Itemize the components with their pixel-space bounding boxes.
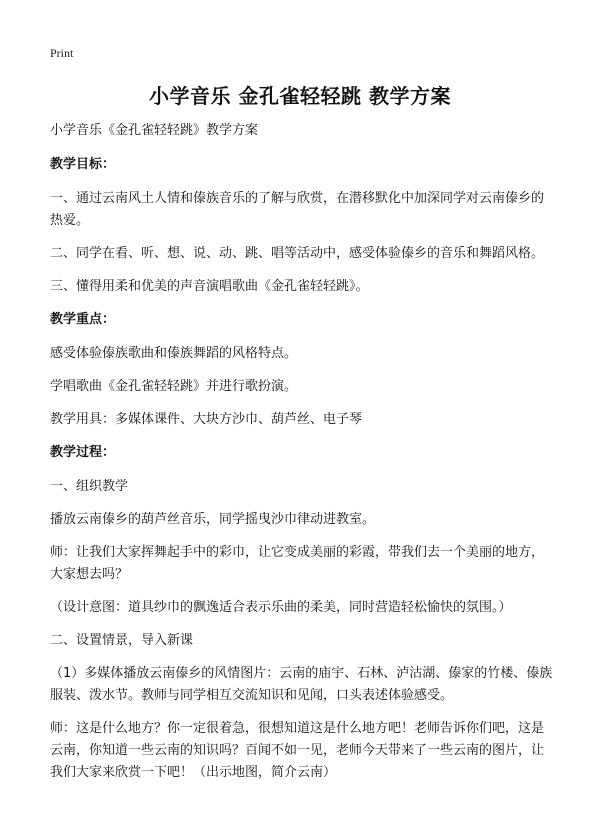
process-item: 师：让我们大家挥舞起手中的彩巾，让它变成美丽的彩霞，带我们去一个美丽的地方，大家想去吗？ xyxy=(50,545,545,582)
document-subtitle: 小学音乐《金孔雀轻轻跳》教学方案 xyxy=(50,123,259,138)
objective-item: 二、同学在看、听、想、说、动、跳、唱等活动中，感受体验傣乡的音乐和舞蹈风格。 xyxy=(50,246,545,261)
process-item: 师：这是什么地方？你一定很着急，很想知道这是什么地方吧！老师告诉你们吧，这是云南，你知道一些云南的知识吗？百闻不如一见，老师今天带来了一些云南的图片，让我们大家来欣赏一下吧！（出示地图，简介云南） xyxy=(50,721,545,780)
process-item: 二、设置情景，导入新课 xyxy=(50,633,194,648)
key-points-heading: 教学重点： xyxy=(50,312,116,327)
process-item: （设计意图：道具纱巾的飘逸适合表示乐曲的柔美，同时营造轻松愉快的氛围。） xyxy=(50,600,512,615)
process-item: 播放云南傣乡的葫芦丝音乐，同学摇曳沙巾律动进教室。 xyxy=(50,512,376,527)
document-body xyxy=(50,120,555,795)
process-item: （1）多媒体播放云南傣乡的风情图片：云南的庙宇、石林、泸沽湖、傣家的竹楼、傣族服装、泼水节。教师与同学相互交流知识和见闻，口头表述体验感受。 xyxy=(50,666,553,703)
teaching-tools: 教学用具：多媒体课件、大块方沙巾、葫芦丝、电子琴 xyxy=(50,412,363,427)
process-item: 一、组织教学 xyxy=(50,479,129,494)
objective-item: 三、懂得用柔和优美的声音演唱歌曲《金孔雀轻轻跳》。 xyxy=(50,279,369,294)
process-heading: 教学过程： xyxy=(50,445,116,460)
page-title: 小学音乐 金孔雀轻轻跳 教学方案 xyxy=(149,84,451,108)
print-link[interactable]: Print xyxy=(50,46,74,60)
key-point-item: 感受体验傣族歌曲和傣族舞蹈的风格特点。 xyxy=(50,346,298,361)
key-point-item: 学唱歌曲《金孔雀轻轻跳》并进行歌扮演。 xyxy=(50,379,298,394)
objective-item: 一、通过云南风土人情和傣族音乐的了解与欣赏，在潜移默化中加深同学对云南傣乡的热爱。 xyxy=(50,191,545,228)
objectives-heading: 教学目标： xyxy=(50,157,116,172)
